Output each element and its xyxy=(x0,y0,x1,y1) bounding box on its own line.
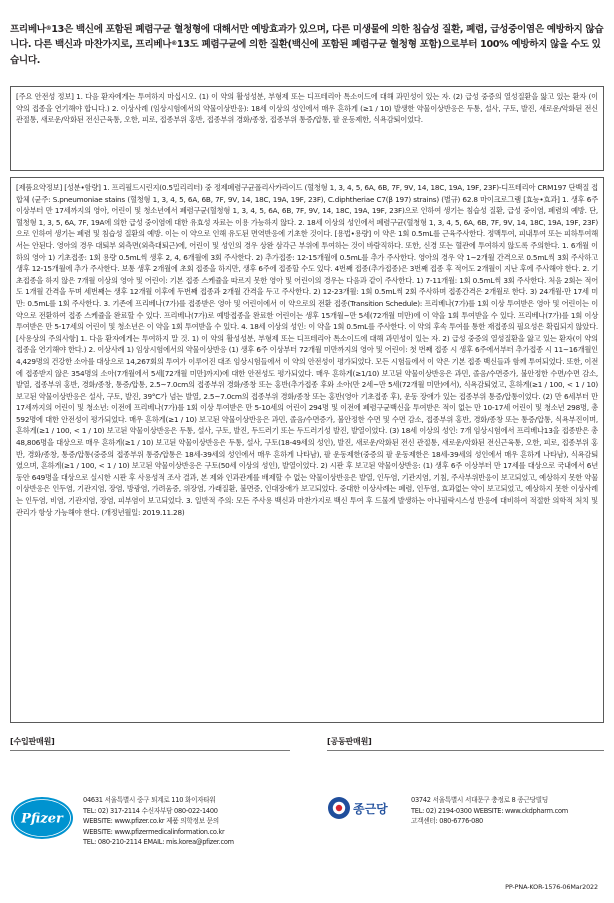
co-seller-block xyxy=(327,736,604,856)
safety-info-text: [주요 안전성 정보] 1. 다음 환자에게는 투여하지 마십시오. (1) 이 약의 활성성분, 부형제 또는 디프테리아 톡소이드에 대해 과민성이 있는 자. (2) 급성 중증의 열성질환을 앓고 있는 환자 (이 약의 접종을 연기해야 합니다.) 2. 이상사례 (임상시험에서의 약물이상반응): 18세 이상의 성인에서 매우 흔하게 (≥1 / 10) 발생한 약물이상반응은 두통, 설사, 구토, 발진, 새로운/악화된 전신 관절통, 새로운/악화된 전신근육통, 오한, 피로, 접종부위 홍반, 접종부위 경화/종창, 접종부위 통증/압통, 팔 운동제한, 식욕감퇴이었다. xyxy=(16,92,598,125)
ckd-logo xyxy=(327,793,401,823)
importer-address: 04631 서울특별시 중구 퇴계로 110 화이자타워 xyxy=(83,796,216,804)
pfizer-logo xyxy=(10,796,74,840)
pfizer-logo-text: Pfizer xyxy=(21,811,63,827)
headline-part3: 13도 폐렴구균에 의한 질환(백신에 포함된 폐렴구균 혈청형 포함)으로부터 100% 예방하지 않을 수도 있습니다. xyxy=(10,39,601,66)
importer-label: [수입판매원] xyxy=(10,737,55,746)
headline-notice xyxy=(10,22,604,68)
headline-part2: 13은 백신에 포함된 폐렴구균 혈청형에 대해서만 예방효과가 있으며, 다른 미생물에 의한 침습성 질환, 폐렴, 급성중이염은 예방하지 않습니다. 다른 백신과 마찬가지로, 프리베나 xyxy=(10,24,604,51)
product-summary-box xyxy=(10,177,604,723)
registered-mark: ® xyxy=(171,40,177,48)
safety-info-box xyxy=(10,86,604,171)
importer-tel: TEL: 02) 317-2114 수신자부담 080-022-1400 xyxy=(83,806,218,815)
headline-part1: 프리베나 xyxy=(10,24,46,35)
registered-mark: ® xyxy=(45,25,52,32)
divider xyxy=(327,750,604,751)
divider xyxy=(10,750,290,751)
co-seller-address: 03742 서울특별시 서대문구 충정로 8 종근당빌딩 xyxy=(411,796,548,804)
co-seller-contact xyxy=(411,795,568,827)
co-seller-label: [공동판매원] xyxy=(327,737,372,746)
importer-block xyxy=(10,736,307,856)
ckd-logo-text: 종근당 xyxy=(353,802,388,816)
importer-medinfo-website: WEBSITE: www.pfizermedicalinformation.co.kr xyxy=(83,827,225,836)
distributor-section xyxy=(10,736,604,856)
co-seller-tel: TEL: 02) 2194-0300 WEBSITE: www.ckdpharm.com xyxy=(411,806,568,815)
importer-website: WEBSITE: www.pfizer.co.kr 제품 의학정보 문의 xyxy=(83,817,219,826)
co-seller-callcenter: 고객센터: 080-6776-080 xyxy=(411,817,484,826)
importer-email: TEL: 080-210-2114 EMAIL: mis.korea@pfizer.com xyxy=(83,838,234,847)
document-code: PP-PNA-KOR-1576-06Mar2022 xyxy=(505,883,598,891)
product-summary-text: [제품요약정보] [성분•함량] 1. 프리필드시린지(0.5밀리리터) 중 정제폐렴구균폴리사카라이드 (혈청형 1, 3, 4, 5, 6A, 6B, 7F, 9V, 14, 18C, 19A, 19F, 23F)-디프테리아 CRM197 단백질 접합체 (균주: S.pneumoniae stains (혈청형 1, 3, 4, 5, 6A, 6B, 7F, 9V, 14, 18C, 19A, 19F, 23F), C.diphtheriae C7(β 197) strains) (별규) 62.8 마이크로그램 [효능•효과] 1. 생후 6주 이상부터 만 17세까지의 영아, 어린이 및 청소년에서 폐렴구균(혈청형 1, 3, 4, 5, 6A, 6B, 7F, 9V, 14, 18C, 19A, 19F, 23F)으로 인하여 생기는 침습성 질환, 급성 중이염, 폐렴의 예방. 단, 혈청형 1, 3, 5, 6A, 7F, 19A에 의한 급성 중이염에 대한 유효성 자료는 이용 가능하지 않다. 2. 18세 이상의 성인에서 폐렴구균(혈청형 1, 3, 4, 5, 6A, 6B, 7F, 9V, 14, 18C, 19A, 19F, 23F)으로 인하여 생기는 폐렴 및 침습성 질환의 예방. 이는 이 약으로 인해 유도된 면역반응에 기초한 것이다. [용법•용량] 이 약은 1회 0.5mL를 근육주사한다. 정맥투여, 피내투여 또는 피하투여해서는 안된다. 영아의 경우 대퇴부 외측면(외측대퇴근)에, 어린이 및 성인의 경우 상완 삼각근 부위에 투여하는 것이 바람직하다. 또한, 신경 또는 혈관에 투여하지 않도록 주의한다. 1. 6개월 이하의 영아 1) 기초접종: 1회 용량 0.5mL씩 생후 2, 4, 6개월에 3회 주사한다. 2) 추가접종: 12-15개월에 0.5mL를 추가 주사한다. 영아의 경우 약 1~2개월 간격으로 0.5mL씩 3회 주사하고 생후 12-15개월에 추가 주사한다. 보통 생후 2개월에 초회 접종을 하지만, 생후 6주에 접종할 수도 있다. 4번째 접종(추가접종)은 3번째 접종 후 적어도 2개월이 지난 후에 주사해야 한다. 2. 기초접종을 하지 않은 7개월 이상의 영아 및 어린이: 기본 접종 스케쥴을 따르지 못한 영아 및 어린이의 경우는 다음과 같이 주사한다. 1) 7-11개월: 1회 0.5mL씩 3회 주사한다. 처음 2회는 적어도 1개월 간격을 두며 세번째는 생후 12개월 이후에 두번째 접종과 2개월 간격을 두고 주사한다. 2) 12-23개월: 1회 0.5mL씩 2회 주사하며 접종간격은 2개월로 한다. 3) 24개월-만 17세 미만: 0.5mL를 1회 주사한다. 3. 기존에 프리베나(7가)를 접종받은 영아 및 어린이에서 이 약으로의 전환 접종(Transition Schedule): 프리베나(7가)를 1회 이상 투여받은 영아 및 어린이는 이 약으로 전환하여 접종 스케쥴을 완료할 수 있다. 프리베나(7가)로 예방접종을 완료한 어린이는 생후 15개월~만 5세(72개월 미만)에 이 약을 1회 투여받을 수 있다. 프리베나(7가)를 1회 이상 투여받은 만 5-17세의 어린이 및 청소년은 이 약을 1회 투여받을 수 있다. 4. 18세 이상의 성인: 이 약을 1회 0.5mL를 주사한다. 이 약의 후속 투여를 통한 재접종의 필요성은 확립되지 않았다. [사용상의 주의사항] 1. 다음 환자에게는 투여하지 말 것. 1) 이 약의 활성성분, 부형제 또는 디프테리아 톡소이드에 대해 과민성이 있는 자. 2) 급성 중증의 열성질환을 앓고 있는 환자(이 약의 접종을 연기해야 한다.) 2. 이상사례 1) 임상시험에서의 약물이상반응 (1) 생후 6주 이상부터 72개월 미만까지의 영아 및 어린이: 첫 번째 접종 시 생후 6주에서부터 추가접종 시 11~16개월인 4,429명의 건강한 소아를 대상으로 14,267회의 투여가 이루어진 대조 임상시험들에서 이 약의 안전성이 평가되었다. 모든 시험들에서 이 약은 기본 접종 백신들과 함께 투여되었다. 또한, 이전에 접종받지 않은 354명의 소아(7개월에서 5세[72개월 미만]까지)에 대한 안전성도 평가되었다. 매우 흔하게(≥1/10) 보고된 약물이상반응은 과민, 졸음/수면증가, 불안정한 수면/수면 감소, 발열, 접종부위 홍반, 경화/종창, 통증/압통, 2.5~7.0cm의 접종부위 경화/종창 또는 홍반(추가접종 후와 소아(만 2세~만 5세(72개월 미만)에서), 식욕감퇴였고, 흔하게(≥1 / 100, < 1 / 10) 보고된 약물이상반응은 설사, 구토, 발진, 39°C가 넘는 발열, 2.5~7.0cm의 접종부위 경화/종창 또는 홍반(영아 기초접종 후), 운동 장애가 있는 접종부위 통증/압통이었다. (2) 만 6세부터 만 17세까지의 어린이 및 청소년: 이전에 프리베나(7가)를 1회 이상 투여받은 만 5-10세의 어린이 294명 및 이전에 폐렴구균백신을 투여받은 적이 없는 만 10-17세 어린이 및 청소년 298명, 총 592명에 대한 안전성이 평가되었다. 매우 흔하게(≥1 / 10) 보고된 약물이상반응은 과민, 졸음/수면증가, 불안정한 수면 및 수면 감소, 접종부위 홍반, 경화/종창 또는 통증/압통, 식욕부진이며, 흔하게(≥1 / 100, < 1 / 10) 보고된 약물이상반응은 두통, 설사, 구토, 발진, 두드러기 또는 두드러기성 발진, 발열이었다. (3) 18세 이상의 성인: 7개 임상시험에서 프리베나13을 접종받은 총 48,806명을 대상으로 매우 흔하게(≥1 / 10) 보고된 약물이상반응은 두통, 설사, 구토(18-49세의 성인), 발진, 새로운/악화된 전신 관절통, 새로운/악화된 전신근육통, 오한, 피로, 접종부위 홍반, 경화/종창, 통증/압통(중증의 접종부위 통증/압통은 18세-39세의 성인에서 매우 흔하게 나타남), 팔 운동제한(중증의 팔 운동제한은 18세-39세의 성인에서 매우 흔하게 나타남), 식욕감퇴였으며, 흔하게(≥1 / 100, < 1 / 10) 보고된 약물이상반응은 구토(50세 이상의 성인), 발열이었다. 2) 시판 후 보고된 약물이상반응: (1) 생후 6주 이상부터 만 17세를 대상으로 국내에서 6년 동안 649명을 대상으로 실시한 시판 후 사용성적 조사 결과, 본 제와 인과관계를 배제할 수 없는 약물이상반응은 발열, 인두염, 기관지염, 기침, 주사부위반응이 보고되었고, 예상하지 못한 약물이상반응은 인두염, 기관지염, 장염, 방광염, 가려움증, 위장염, 가래질환, 불면증, 인대장애가 보고되었다. 중대한 이상사례는 폐렴, 인두염, 효과없는 약이 보고되었고, 예상하지 못한 이상사례는 인두염, 비염, 기관지염, 장염, 피부염이 보고되었다. 3. 일반적 주의: 모든 주사용 백신과 마찬가지로 백신 투여 후 드물게 발생하는 아나필락시스성 반응에 대비하여 적절한 의학적 처치 및 관리가 항상 가능해야 한다. (개정년월일: 2019.11.28) xyxy=(16,183,599,517)
importer-contact xyxy=(83,795,234,848)
